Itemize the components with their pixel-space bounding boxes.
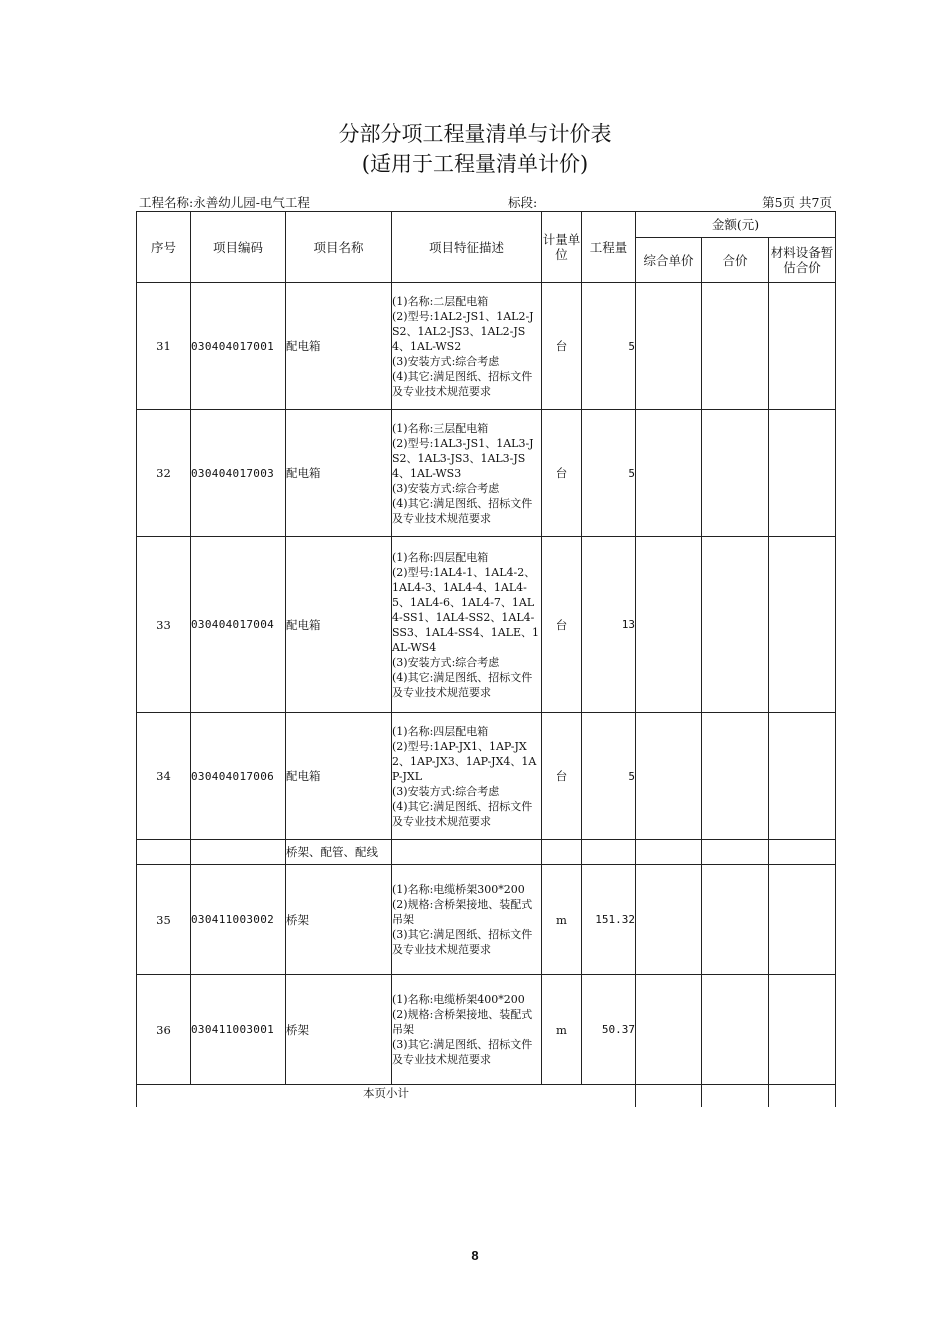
- subtotal-value-cell: [702, 1085, 769, 1108]
- total-cell: [702, 410, 769, 537]
- group-label: 桥架、配管、配线: [286, 840, 392, 865]
- code-cell: 030411003001: [191, 975, 286, 1085]
- header-total: 合价: [702, 238, 769, 283]
- page-subtitle: (适用于工程量清单计价): [361, 152, 589, 176]
- unit-price-cell: [636, 410, 702, 537]
- qty-cell: 5: [582, 713, 636, 840]
- table-row: [137, 865, 836, 975]
- desc-cell: (1)名称:电缆桥架400*200 (2)规格:含桥架接地、装配式吊架 (3)其它:满足图纸、招标文件及专业技术规范要求: [392, 975, 542, 1085]
- table-row: [137, 975, 836, 1085]
- seq-cell: 34: [137, 713, 191, 840]
- desc-cell: (1)名称:三层配电箱 (2)型号:1AL3-JS1、1AL3-JS2、1AL3-JS3、1AL3-JS4、1AL-WS3 (3)安装方式:综合考虑 (4)其它:满足图纸、招标文件及专业技术规范要求: [392, 410, 542, 537]
- desc-cell: (1)名称:二层配电箱 (2)型号:1AL2-JS1、1AL2-JS2、1AL2-JS3、1AL2-JS4、1AL-WS2 (3)安装方式:综合考虑 (4)其它:满足图纸、招标文件及专业技术规范要求: [392, 283, 542, 410]
- unit-cell: m: [542, 865, 582, 975]
- seq-cell: 31: [137, 283, 191, 410]
- header-seq: 序号: [137, 212, 191, 283]
- unit-price-cell: [636, 713, 702, 840]
- unit-price-cell: [636, 537, 702, 713]
- unit-price-cell: [636, 865, 702, 975]
- qty-cell: 5: [582, 410, 636, 537]
- page-title: 分部分项工程量清单与计价表: [338, 122, 612, 146]
- name-cell: 配电箱: [286, 283, 392, 410]
- subtotal-value-cell: [769, 1085, 836, 1108]
- qty-cell: 5: [582, 283, 636, 410]
- subtotal-label: 本页小计: [137, 1085, 636, 1108]
- name-cell: 桥架: [286, 975, 392, 1085]
- material-cell: [769, 713, 836, 840]
- name-cell: 配电箱: [286, 713, 392, 840]
- unit-price-cell: [636, 283, 702, 410]
- subtotal-value-cell: [636, 1085, 702, 1108]
- code-cell: 030404017003: [191, 410, 286, 537]
- total-cell: [702, 537, 769, 713]
- empty-cell: [636, 840, 702, 865]
- total-cell: [702, 975, 769, 1085]
- table-body: [137, 283, 836, 1108]
- empty-cell: [191, 840, 286, 865]
- table-row: [137, 537, 836, 713]
- seq-cell: 33: [137, 537, 191, 713]
- header-desc: 项目特征描述: [392, 212, 542, 283]
- unit-cell: m: [542, 975, 582, 1085]
- material-cell: [769, 975, 836, 1085]
- page-number: 8: [471, 1248, 479, 1263]
- header-unit: 计量单位: [542, 212, 582, 283]
- unit-cell: 台: [542, 537, 582, 713]
- seq-cell: 32: [137, 410, 191, 537]
- section-label: 标段:: [508, 195, 538, 210]
- code-cell: 030404017001: [191, 283, 286, 410]
- material-cell: [769, 537, 836, 713]
- name-cell: 桥架: [286, 865, 392, 975]
- header-name: 项目名称: [286, 212, 392, 283]
- unit-cell: 台: [542, 713, 582, 840]
- unit-cell: 台: [542, 410, 582, 537]
- header-material: 材料设备暂估合价: [769, 238, 836, 283]
- unit-price-cell: [636, 975, 702, 1085]
- group-row: [137, 840, 836, 865]
- name-cell: 配电箱: [286, 537, 392, 713]
- total-cell: [702, 713, 769, 840]
- empty-cell: [582, 840, 636, 865]
- project-name: 工程名称:永善幼儿园-电气工程: [139, 195, 310, 210]
- material-cell: [769, 410, 836, 537]
- desc-cell: (1)名称:四层配电箱 (2)型号:1AL4-1、1AL4-2、1AL4-3、1AL4-4、1AL4-5、1AL4-6、1AL4-7、1AL4-SS1、1AL4-SS2、1AL4-SS3、1AL4-SS4、1ALE、1AL-WS4 (3)安装方式:综合考虑 (4)其它:满足图纸、招标文件及专业技术规范要求: [392, 537, 542, 713]
- material-cell: [769, 283, 836, 410]
- code-cell: 030404017004: [191, 537, 286, 713]
- qty-cell: 13: [582, 537, 636, 713]
- qty-cell: 50.37: [582, 975, 636, 1085]
- seq-cell: 35: [137, 865, 191, 975]
- page-indicator: 第5页 共7页: [762, 195, 832, 210]
- bill-table: [136, 211, 836, 1107]
- empty-cell: [702, 840, 769, 865]
- material-cell: [769, 865, 836, 975]
- code-cell: 030404017006: [191, 713, 286, 840]
- empty-cell: [137, 840, 191, 865]
- table-row: [137, 283, 836, 410]
- code-cell: 030411003002: [191, 865, 286, 975]
- desc-cell: (1)名称:电缆桥架300*200 (2)规格:含桥架接地、装配式吊架 (3)其它:满足图纸、招标文件及专业技术规范要求: [392, 865, 542, 975]
- desc-cell: (1)名称:四层配电箱 (2)型号:1AP-JX1、1AP-JX2、1AP-JX3、1AP-JX4、1AP-JXL (3)安装方式:综合考虑 (4)其它:满足图纸、招标文件及专业技术规范要求: [392, 713, 542, 840]
- table-row: [137, 410, 836, 537]
- empty-cell: [392, 840, 542, 865]
- table-row: [137, 713, 836, 840]
- total-cell: [702, 283, 769, 410]
- name-cell: 配电箱: [286, 410, 392, 537]
- header-amount: 金额(元): [636, 212, 836, 238]
- header-qty: 工程量: [582, 212, 636, 283]
- empty-cell: [769, 840, 836, 865]
- seq-cell: 36: [137, 975, 191, 1085]
- unit-cell: 台: [542, 283, 582, 410]
- header-code: 项目编码: [191, 212, 286, 283]
- subtotal-row: [137, 1085, 836, 1108]
- total-cell: [702, 865, 769, 975]
- empty-cell: [542, 840, 582, 865]
- qty-cell: 151.32: [582, 865, 636, 975]
- header-unit-price: 综合单价: [636, 238, 702, 283]
